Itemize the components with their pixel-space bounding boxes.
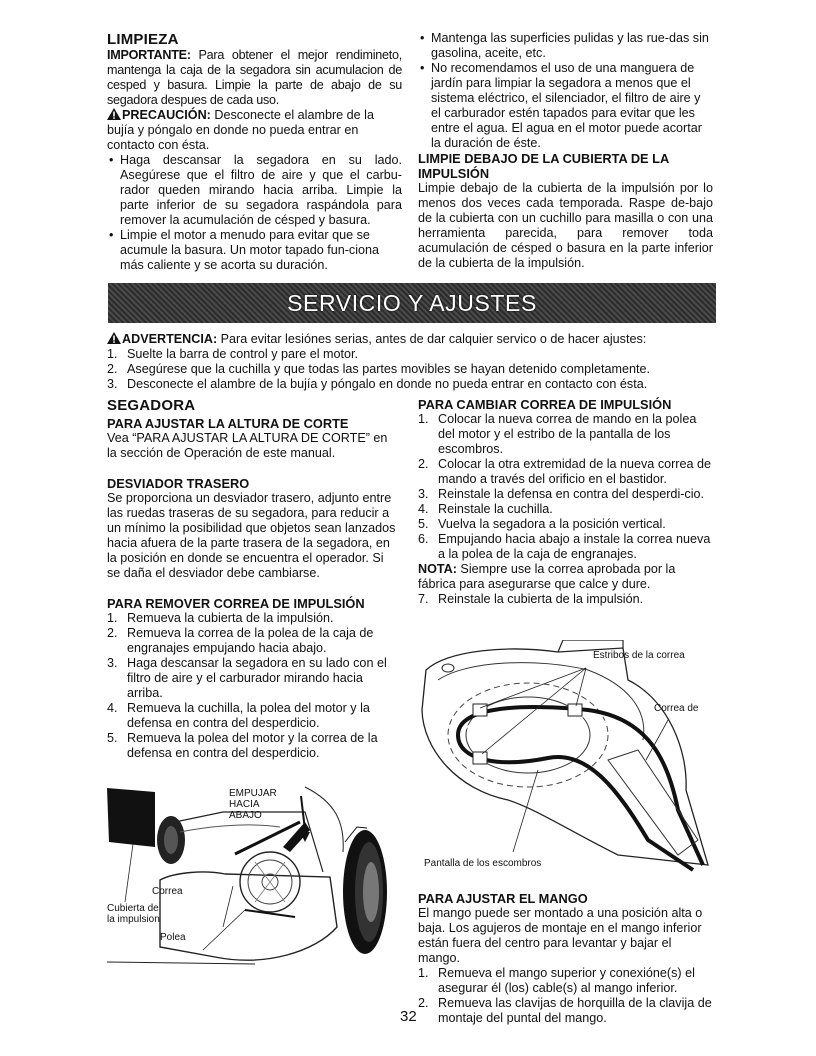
precaucion-text: Desconecte el alambre de la bujía y póngalo en donde no pueda entrar en contacto con ésta. bbox=[107, 108, 374, 152]
advertencia-paragraph bbox=[107, 332, 719, 347]
desviador-title: DESVIADOR TRASERO bbox=[107, 476, 250, 491]
segadora-title: SEGADORA bbox=[107, 397, 196, 414]
precaucion-label: PRECAUCIÓN: bbox=[122, 108, 211, 122]
limpieza-section-right bbox=[418, 31, 713, 271]
list-item: 4. Remueva la cuchilla, la polea del motor y la defensa en contra del desperdicio. bbox=[107, 701, 370, 730]
warning-triangle-icon bbox=[107, 108, 121, 120]
label-pantalla: Pantalla de los escombros bbox=[424, 858, 542, 869]
label-cubierta-2: la impulsion bbox=[107, 914, 160, 925]
figure-debris-shield bbox=[418, 640, 718, 875]
list-item: 2. Asegúrese que la cuchilla y que todas las partes movibles se hayan detenido completamente. bbox=[107, 362, 650, 376]
list-item: 2. Colocar la otra extremidad de la nueva correa de mando a través del orificio en el bastidor. bbox=[418, 457, 712, 486]
list-item: 1. Remueva el mango superior y conexióne(s) el asegurar él (los) cable(s) al mango inferior. bbox=[418, 966, 695, 995]
remover-steps bbox=[107, 611, 399, 761]
label-correa-de: Correa de bbox=[654, 703, 699, 714]
label-estribos: Estribos de la correa bbox=[593, 650, 685, 661]
list-item: 2. Remueva la correa de la polea de la caja de engranajes empujando hacia abajo. bbox=[107, 626, 374, 655]
list-item: 5. Remueva la polea del motor y la correa de la defensa en contra del desperdicio. bbox=[107, 731, 378, 760]
importante-label: IMPORTANTE: bbox=[107, 48, 191, 62]
list-item: 6. Empujando hacia abajo a instale la correa nueva a la polea de la caja de engranajes. bbox=[418, 532, 711, 561]
list-item: • Limpie el motor a menudo para evitar que se acumule la basura. Un motor tapado fun-ciona más caliente y se acorta su duración. bbox=[107, 228, 402, 273]
mango-steps bbox=[418, 966, 716, 1026]
advertencia-steps bbox=[107, 347, 719, 392]
cubierta-text: Limpie debajo de la cubierta de la impulsión por lo menos dos veces cada temporada. Raspe de-bajo de la cubierta con un cuchillo para masilla o con una herramienta parecida, para remover toda acumulación de césped o basura en la parte inferior de la cubierta de la impulsión. bbox=[418, 181, 713, 270]
list-item: 4. Reinstale la cuchilla. bbox=[418, 502, 553, 516]
altura-text: Vea “PARA AJUSTAR LA ALTURA DE CORTE” en la sección de Operación de este manual. bbox=[107, 431, 388, 460]
altura-title: PARA AJUSTAR LA ALTURA DE CORTE bbox=[107, 416, 349, 431]
list-item: 2. Remueva las clavijas de horquilla de la clavija de montaje del puntal del mango. bbox=[418, 996, 712, 1025]
list-item: 7. Reinstale la cubierta de la impulsión. bbox=[418, 592, 644, 606]
segadora-section bbox=[107, 397, 399, 761]
limpieza-section bbox=[107, 31, 402, 273]
nota-text: Siempre use la correa aprobada por la fábrica para asegurarse que calce y dure. bbox=[418, 562, 676, 591]
cambiar-steps bbox=[418, 412, 713, 562]
list-item: 5. Vuelva la segadora a la posición vertical. bbox=[418, 517, 666, 531]
cambiar-section bbox=[418, 397, 713, 607]
list-item: 3. Desconecte el alambre de la bujía y póngalo en donde no pueda entrar en contacto con ésta. bbox=[107, 377, 648, 391]
nota-paragraph bbox=[418, 562, 713, 592]
list-item: • No recomendamos el uso de una manguera de jardín para limpiar la segadora a menos que el sistema eléctrico, el silenciador, el filtro de aire y el carburador estén tapados para evitar que les entre el agua. El agua en el motor puede acortar la duración de éste. bbox=[418, 61, 713, 151]
list-item: 1. Remueva la cubierta de la impulsión. bbox=[107, 611, 334, 625]
advertencia-text: Para evitar lesiónes serias, antes de dar calquier servico o de hacer ajustes: bbox=[217, 332, 647, 346]
list-item: 1. Suelte la barra de control y pare el motor. bbox=[107, 347, 359, 361]
importante-text: Para obtener el mejor rendimineto, mantenga la caja de la segadora sin acumulacion de cesped y basura. Limpie la parte de abajo de su segadora despues de cada uso. bbox=[107, 48, 402, 107]
label-correa: Correa bbox=[152, 886, 183, 897]
cambiar-title: PARA CAMBIAR CORREA DE IMPULSIÓN bbox=[418, 397, 672, 412]
precaucion-paragraph bbox=[107, 108, 402, 153]
banner-title: SERVICIO Y AJUSTES bbox=[287, 289, 537, 316]
importante-paragraph bbox=[107, 48, 402, 108]
page-number: 32 bbox=[400, 1008, 417, 1025]
mango-text: El mango puede ser montado a una posición alta o baja. Los agujeros de montaje en el mango inferior están fuera del centro para levantar y bajar el mango. bbox=[418, 906, 703, 965]
limpieza-title: LIMPIEZA bbox=[107, 31, 179, 48]
label-cubierta-1: Cubierta de bbox=[107, 903, 159, 914]
cubierta-title: LIMPIE DEBAJO DE LA CUBIERTA DE LA IMPULSIÓN bbox=[418, 151, 669, 181]
list-item: 3. Haga descansar la segadora en su lado con el filtro de aire y el carburador mirando hacia arriba. bbox=[107, 656, 387, 700]
label-polea: Polea bbox=[160, 932, 186, 943]
nota-label: NOTA: bbox=[418, 562, 457, 576]
list-item: 3. Reinstale la defensa en contra del desperdi-cio. bbox=[418, 487, 705, 501]
label-empujar: EMPUJAR bbox=[229, 788, 277, 799]
mango-section bbox=[418, 891, 716, 1026]
figure-drive-pulley bbox=[105, 782, 405, 982]
list-item: • Haga descansar la segadora en su lado. Asegúrese que el filtro de aire y que el carbu-rador queden mirando hacia arriba. Limpie la parte inferior de su segadora raspándola para remover la acumulación de césped y basura. bbox=[107, 153, 402, 228]
debris-shield-illustration bbox=[418, 640, 718, 875]
section-banner bbox=[108, 283, 716, 323]
cambiar-step-7 bbox=[418, 592, 713, 607]
list-item: • Mantenga las superficies pulidas y las rue-das sin gasolina, aceite, etc. bbox=[418, 31, 713, 61]
advertencia-label: ADVERTENCIA: bbox=[122, 332, 218, 346]
mango-title: PARA AJUSTAR EL MANGO bbox=[418, 891, 588, 906]
label-abajo: ABAJO bbox=[229, 810, 262, 821]
limpieza-bullets-left bbox=[107, 153, 402, 273]
desviador-text: Se proporciona un desviador trasero, adjunto entre las ruedas traseras de su segadora, para reducir a un mínimo la posibilidad que objetos sean lanzados hacia afuera de la parte trasera de la segadora, en la posición en donde se encuentra el operador. Si se daña el desviador debe cambiarse. bbox=[107, 491, 396, 580]
limpieza-bullets-right bbox=[418, 31, 713, 151]
warning-triangle-icon bbox=[107, 332, 121, 344]
label-hacia: HACIA bbox=[229, 799, 260, 810]
advertencia-block bbox=[107, 332, 719, 392]
remover-title: PARA REMOVER CORREA DE IMPULSIÓN bbox=[107, 596, 365, 611]
list-item: 1. Colocar la nueva correa de mando en la polea del motor y el estribo de la pantalla de los escombros. bbox=[418, 412, 697, 456]
